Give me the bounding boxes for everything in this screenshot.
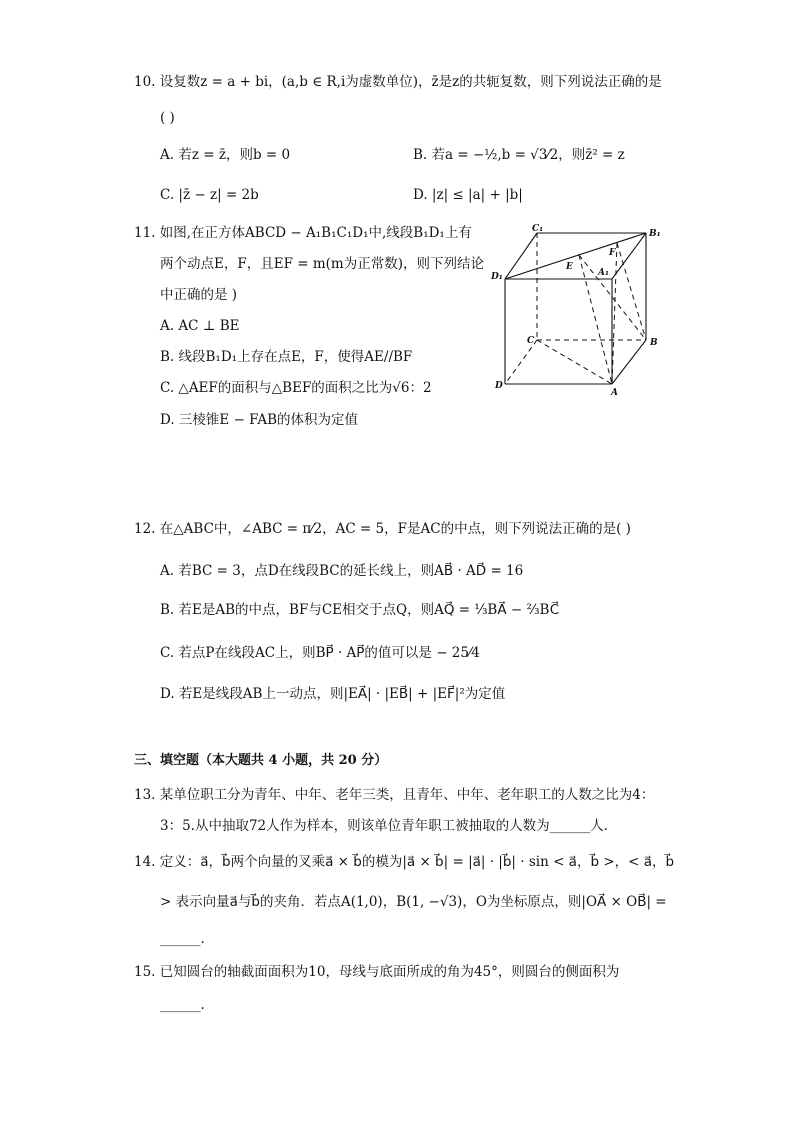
q11-option-b: B. 线段B₁D₁上存在点E，F，使得AE//BF (160, 349, 413, 365)
q11-stem-line1: 11. 如图,在正方体ABCD − A₁B₁C₁D₁中,线段B₁D₁上有 (134, 225, 472, 241)
label-e: E (566, 262, 573, 272)
label-c: C (527, 336, 535, 346)
q14-line1: 14. 定义：a⃗，b⃗两个向量的叉乘a⃗ × b⃗的模为|a⃗ × b⃗| = |a⃗| · |b⃗| · sin < a⃗，b⃗ >，< a⃗，b⃗ (134, 854, 675, 870)
label-d: D (495, 381, 503, 391)
q15-answer-blank: ______. (160, 997, 205, 1013)
q10-option-a: A. 若z = z̄，则b = 0 (160, 147, 291, 163)
q11-option-d: D. 三棱锥E − FAB的体积为定值 (160, 412, 359, 428)
q10-answer-bracket: ( ) (160, 110, 175, 126)
cube-vertex-labels (490, 224, 661, 398)
label-c1: C₁ (532, 224, 544, 234)
q15-line1: 15. 已知圆台的轴截面面积为10，母线与底面所成的角为45°，则圆台的侧面积为 (134, 964, 620, 980)
section-heading: 三、填空题（本大题共 4 小题，共 20 分） (134, 753, 388, 768)
label-a: A (611, 388, 618, 398)
q12-option-b: B. 若E是AB的中点，BF与CE相交于点Q，则AQ⃗ = ⅓BA⃗ − ⅔BC⃗ (160, 602, 560, 618)
q11-stem-line3: 中正确的是 ) (160, 287, 238, 303)
label-a1: A₁ (598, 268, 609, 278)
q11-option-c: C. △AEF的面积与△BEF的面积之比为√6：2 (160, 380, 432, 396)
cube-solid-edges (505, 233, 646, 384)
label-f: F (609, 248, 616, 258)
q13-line1: 13. 某单位职工分为青年、中年、老年三类，且青年、中年、老年职工的人数之比为4： (134, 787, 655, 803)
q12-stem: 12. 在△ABC中，∠ABC = π⁄2，AC = 5，F是AC的中点，则下列说法正确的是( ) (134, 521, 631, 537)
q13-line2: 3：5.从中抽取72人作为样本，则该单位青年职工被抽取的人数为______人. (160, 818, 608, 834)
q14-line2: > 表示向量a⃗与b⃗的夹角．若点A(1,0)，B(1, −√3)，O为坐标原点，则|OA⃗ × OB⃗| = (160, 894, 667, 910)
q12-option-d: D. 若E是线段AB上一动点，则|EA⃗| · |EB⃗| + |EF⃗|²为定值 (160, 686, 506, 702)
q12-option-c: C. 若点P在线段AC上，则BP⃗ · AP⃗的值可以是 − 25⁄4 (160, 645, 480, 661)
q14-answer-blank: ______. (160, 931, 205, 947)
label-b1: B₁ (649, 229, 661, 239)
label-d1: D₁ (491, 272, 503, 282)
q10-option-d: D. |z| ≤ |a| + |b| (413, 187, 523, 203)
label-b: B (650, 338, 658, 348)
cube-figure (490, 222, 670, 402)
q10-stem: 10. 设复数z = a + bi，(a,b ∈ R,i为虚数单位)，z̄是z的共轭复数，则下列说法正确的是 (134, 74, 662, 90)
q10-option-c: C. |z̄ − z| = 2b (160, 187, 259, 203)
q11-option-a: A. AC ⊥ BE (160, 318, 240, 334)
q12-option-a: A. 若BC = 3，点D在线段BC的延长线上，则AB⃗ · AD⃗ = 16 (160, 563, 524, 579)
q11-stem-line2: 两个动点E，F，且EF = m(m为正常数)，则下列结论 (160, 256, 484, 272)
q10-option-b: B. 若a = −½,b = √3⁄2，则z̄² = z (413, 147, 625, 163)
